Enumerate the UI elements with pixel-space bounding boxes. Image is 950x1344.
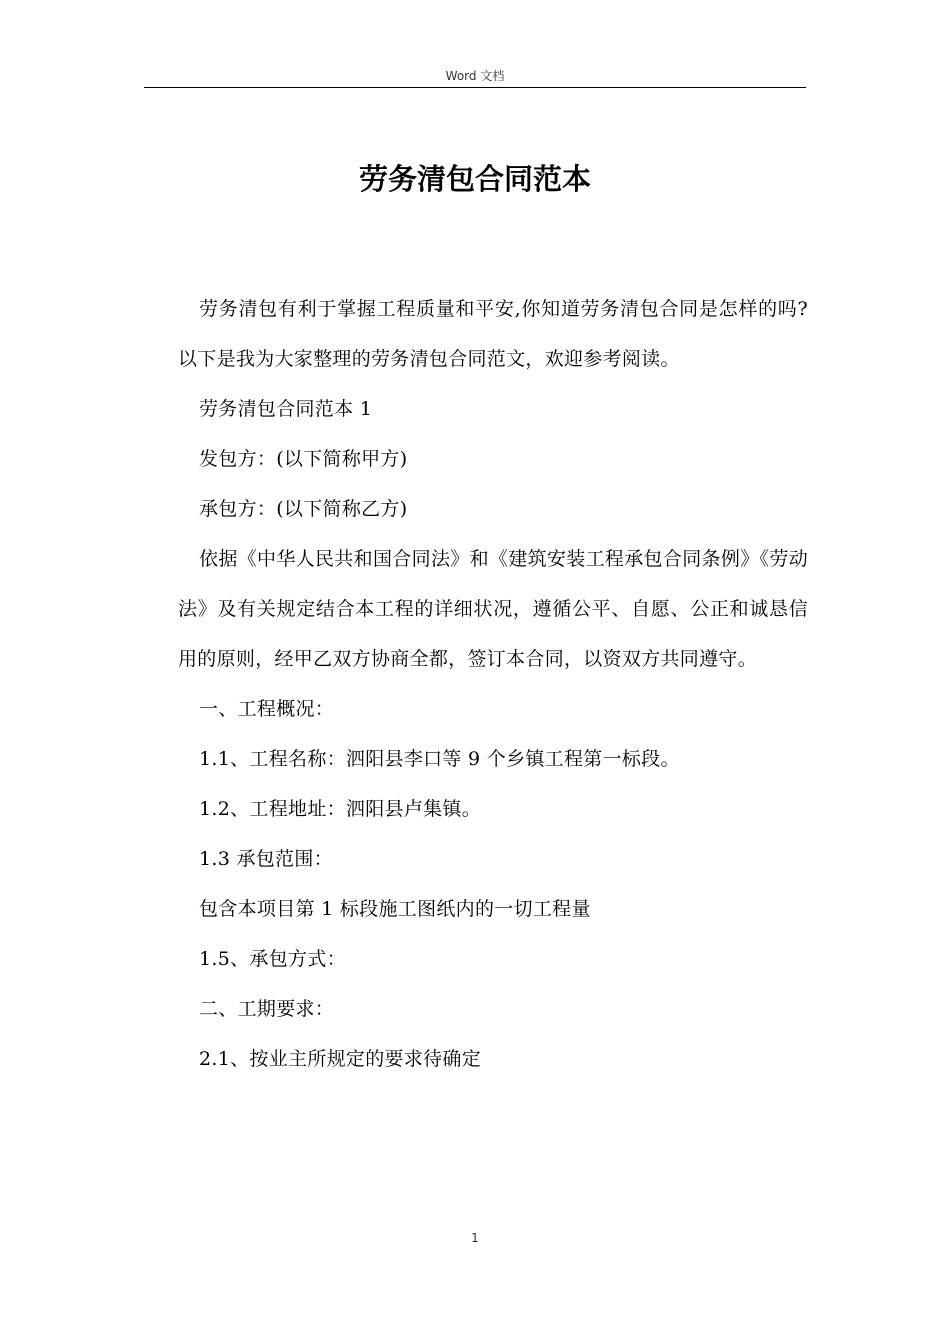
party-b-line: 承包方：(以下简称乙方) — [199, 498, 408, 520]
clause-item: 1.1、工程名称：泗阳县李口等 9 个乡镇工程第一标段。 — [199, 748, 680, 770]
clause-heading: 一、工程概况： — [199, 698, 335, 720]
party-a-line: 发包方：(以下简称甲方) — [199, 448, 408, 470]
section-heading: 劳务清包合同范本 1 — [199, 398, 373, 420]
clause-item: 1.3 承包范围： — [199, 848, 333, 870]
intro-paragraph: 劳务清包有利于掌握工程质量和平安,你知道劳务清包合同是怎样的吗?以下是我为大家整理的劳务清包合同范文，欢迎参考阅读。 — [178, 298, 808, 370]
clause-item: 1.2、工程地址：泗阳县卢集镇。 — [199, 798, 482, 820]
header-divider — [144, 87, 806, 88]
page-number: 1 — [471, 1231, 479, 1245]
clause-item: 2.1、按业主所规定的要求待确定 — [199, 1048, 482, 1070]
clause-item: 1.5、承包方式： — [199, 948, 346, 970]
document-body — [178, 284, 808, 1084]
clause-item: 包含本项目第 1 标段施工图纸内的一切工程量 — [199, 898, 591, 920]
document-title: 劳务清包合同范本 — [358, 162, 591, 196]
clause-heading: 二、工期要求： — [199, 998, 335, 1020]
basis-paragraph: 依据《中华人民共和国合同法》和《建筑安装工程承包合同条例》《劳动法》及有关规定结合本工程的详细状况，遵循公平、自愿、公正和诚恳信用的原则，经甲乙双方协商全都，签订本合同，以资双方共同遵守。 — [178, 548, 808, 670]
page-header-label: Word 文档 — [445, 69, 505, 83]
